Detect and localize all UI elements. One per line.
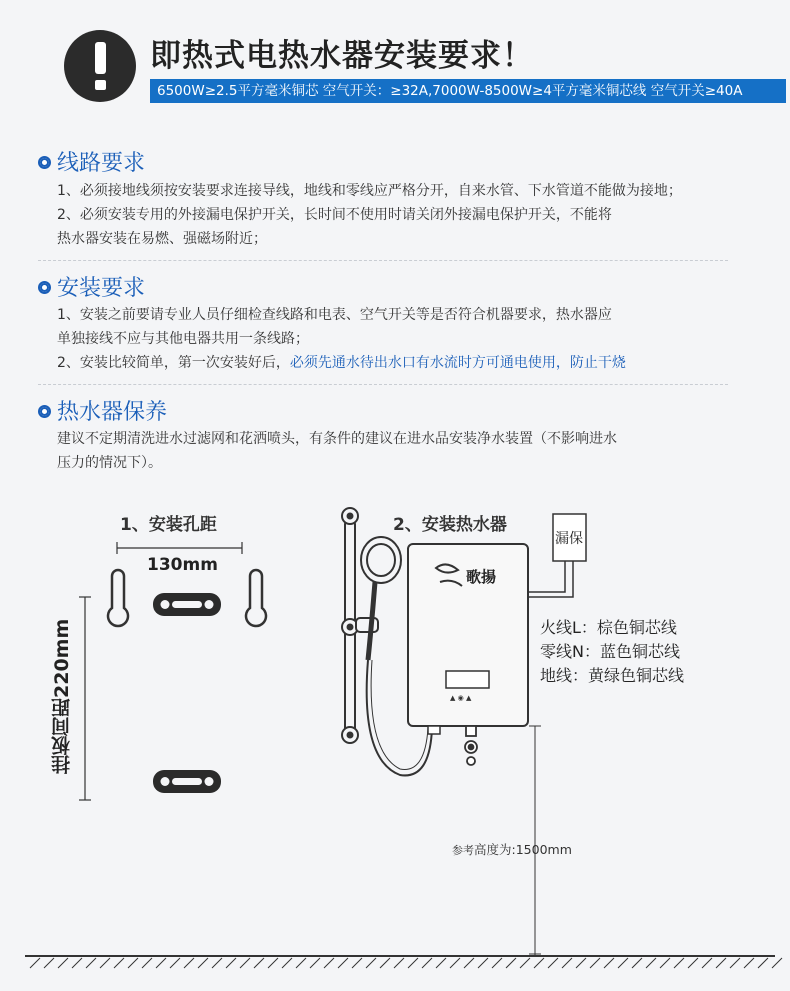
floor-hatch <box>394 958 404 968</box>
text-line: 1、必须接地线须按安装要求连接导线，地线和零线应严格分开，自来水管、下水管道不能做为接地； <box>57 183 682 199</box>
floor-hatch <box>198 958 208 968</box>
floor-hatch <box>576 958 586 968</box>
svg-text:▲ ◉ ▲: ▲ ◉ ▲ <box>450 694 472 702</box>
floor-hatch <box>408 958 418 968</box>
text-line: 单独接线不应与其他电器共用一条线路； <box>57 331 309 347</box>
floor-hatch <box>660 958 670 968</box>
brand-logo: 歌揚 <box>466 568 497 586</box>
floor-hatch <box>436 958 446 968</box>
plate-slot-bottom <box>153 770 221 793</box>
floor-hatch <box>534 958 544 968</box>
floor-hatch <box>86 958 96 968</box>
floor-hatch <box>114 958 124 968</box>
floor-hatch <box>758 958 768 968</box>
text-line: 热水器安装在易燃、强磁场附近； <box>57 231 267 247</box>
floor-hatch <box>226 958 236 968</box>
floor-hatch <box>170 958 180 968</box>
leakage-label: 漏保 <box>555 531 583 547</box>
floor-hatch <box>296 958 306 968</box>
floor-hatch <box>184 958 194 968</box>
text-line: 压力的情况下）。 <box>57 455 162 471</box>
section-heading-install: 安装要求 <box>38 271 145 302</box>
floor-hatch <box>772 958 782 968</box>
floor-hatch <box>674 958 684 968</box>
floor-hatch <box>254 958 264 968</box>
text-line: 建议不定期清洗进水过滤网和花洒喷头，有条件的建议在进水品安装净水装置（不影响进水 <box>57 431 617 447</box>
text-line: 2、必须安装专用的外接漏电保护开关，长时间不使用时请关闭外接漏电保护开关，不能将 <box>57 207 612 223</box>
floor-hatch <box>44 958 54 968</box>
text-line: 1、安装之前要请专业人员仔细检查线路和电表、空气开关等是否符合机器要求，热水器应 <box>57 307 612 323</box>
floor-hatch <box>478 958 488 968</box>
floor-hatch <box>282 958 292 968</box>
floor-hatch <box>30 958 40 968</box>
floor-hatch <box>156 958 166 968</box>
section-heading-maintenance: 热水器保养 <box>38 395 167 426</box>
install-heater-label: 2、安装热水器 <box>393 515 507 535</box>
floor-hatch <box>464 958 474 968</box>
wire-neutral: 零线N：蓝色铜芯线 <box>540 642 680 661</box>
floor-hatch <box>548 958 558 968</box>
floor-hatch <box>338 958 348 968</box>
floor-hatch <box>702 958 712 968</box>
plate-slot-top <box>153 593 221 616</box>
keyhole-right <box>246 570 266 626</box>
floor-hatch <box>744 958 754 968</box>
text-line: 2、安装比较简单，第一次安装好后，必须先通水待出水口有水流时方可通电使用，防止干烧 <box>57 355 626 371</box>
floor-hatch <box>240 958 250 968</box>
spec-banner: 6500W≥2.5平方毫米铜芯 空气开关：≥32A,7000W-8500W≥4平方毫米铜芯线 空气开关≥40A <box>150 79 786 103</box>
wire-live: 火线L：棕色铜芯线 <box>540 618 677 637</box>
floor-hatch <box>58 958 68 968</box>
heater-display <box>446 671 489 688</box>
floor-hatch <box>562 958 572 968</box>
section-heading-wiring: 线路要求 <box>38 146 145 177</box>
floor-hatch <box>352 958 362 968</box>
floor-hatch <box>730 958 740 968</box>
floor-hatch <box>520 958 530 968</box>
floor-hatch <box>506 958 516 968</box>
floor-hatch <box>128 958 138 968</box>
floor-hatch <box>688 958 698 968</box>
page-title: 即热式电热水器安装要求！ <box>150 38 534 74</box>
floor-hatch <box>100 958 110 968</box>
floor-hatch <box>212 958 222 968</box>
floor-hatch <box>450 958 460 968</box>
floor-hatch <box>646 958 656 968</box>
floor-hatch <box>268 958 278 968</box>
floor-hatch <box>618 958 628 968</box>
floor-hatch <box>590 958 600 968</box>
floor-hatch <box>310 958 320 968</box>
floor-hatch <box>492 958 502 968</box>
floor-hatch <box>142 958 152 968</box>
wire-ground: 地线：黄绿色铜芯线 <box>540 666 685 685</box>
plate-spacing-label: 挂板间距220mm <box>51 618 73 774</box>
valve <box>465 726 477 765</box>
floor-hatch <box>604 958 614 968</box>
hole-spacing-label: 1、安装孔距 <box>120 515 217 535</box>
keyhole-left <box>108 570 128 626</box>
floor-hatch <box>632 958 642 968</box>
floor-hatch <box>324 958 334 968</box>
floor-hatch <box>422 958 432 968</box>
floor-hatch <box>380 958 390 968</box>
floor-hatch <box>72 958 82 968</box>
floor-hatch <box>366 958 376 968</box>
spacing-value: 130mm <box>147 555 218 575</box>
shower-head <box>361 537 401 660</box>
floor-hatch <box>716 958 726 968</box>
height-reference: 参考高度为:1500mm <box>452 842 572 857</box>
